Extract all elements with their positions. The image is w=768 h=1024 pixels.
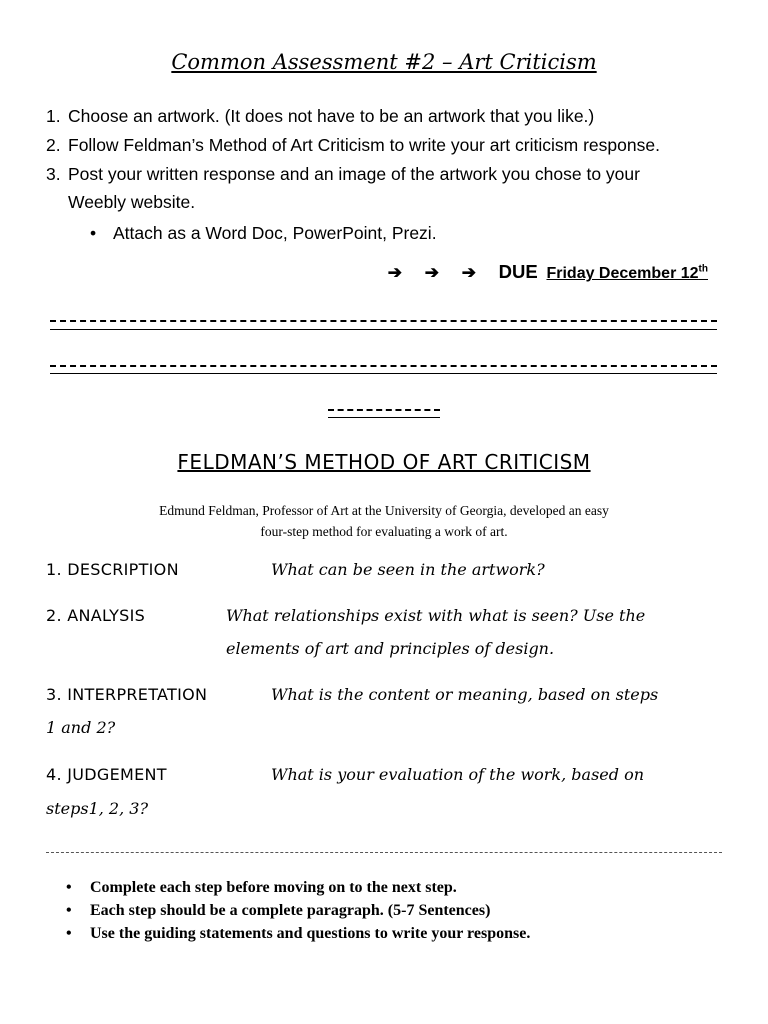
method-desc-description: What can be seen in the artwork? [271, 560, 545, 579]
method-desc-interpretation-line-2: 1 and 2? [46, 718, 116, 737]
instruction-step-3 [46, 163, 640, 185]
arrow-right-icon: ➔ [461, 263, 476, 282]
step-text: Post your written response and an image of the artwork you chose to your [68, 164, 640, 184]
note-item [66, 902, 490, 920]
arrow-right-icon: ➔ [387, 263, 402, 282]
attach-bullet [90, 223, 437, 244]
bullet-icon: • [66, 925, 72, 942]
note-item [66, 925, 530, 943]
step-text: Follow Feldman’s Method of Art Criticism to write your art criticism response. [68, 135, 660, 155]
step-number: 1. [46, 106, 61, 126]
attach-text: Attach as a Word Doc, PowerPoint, Prezi. [113, 223, 437, 243]
method-intro-line-1: Edmund Feldman, Professor of Art at the University of Georgia, developed an easy [159, 503, 609, 518]
method-intro-line-2: four-step method for evaluating a work of art. [260, 524, 508, 539]
bullet-icon: • [90, 223, 97, 243]
bullet-icon: • [66, 902, 72, 919]
method-desc-interpretation-line-1: What is the content or meaning, based on steps [271, 685, 659, 704]
step-text: Choose an artwork. (It does not have to be an artwork that you like.) [68, 106, 595, 126]
method-desc-analysis-line-2: elements of art and principles of design. [226, 639, 555, 658]
bullet-icon: • [66, 879, 72, 896]
method-desc-analysis-line-1: What relationships exist with what is seen? Use the [226, 606, 646, 625]
method-term-description: 1. DESCRIPTION [46, 560, 179, 579]
dashed-divider [50, 365, 717, 367]
divider-underline [50, 373, 717, 374]
step-number: 2. [46, 135, 61, 155]
due-date-row [388, 261, 708, 283]
note-text: Use the guiding statements and questions to write your response. [90, 925, 531, 942]
step-3-continuation: Weebly website. [68, 192, 196, 212]
due-label: DUE [498, 261, 538, 282]
arrow-right-icon: ➔ [424, 263, 439, 282]
method-term-judgement: 4. JUDGEMENT [46, 765, 167, 784]
note-item [66, 879, 457, 897]
method-term-interpretation: 3. INTERPRETATION [46, 685, 208, 704]
method-term-analysis: 2. ANALYSIS [46, 606, 146, 625]
document-title: Common Assessment #2 – Art Criticism [171, 50, 597, 74]
method-desc-judgement-line-2: steps1, 2, 3? [46, 799, 149, 818]
method-title: FELDMAN’S METHOD OF ART CRITICISM [177, 450, 591, 474]
divider-underline [328, 417, 440, 418]
instruction-step-2 [46, 134, 660, 156]
method-desc-judgement-line-1: What is your evaluation of the work, based on [271, 765, 645, 784]
date-suffix: th [698, 263, 708, 275]
due-date: Friday December 12th [546, 263, 708, 282]
step-number: 3. [46, 164, 61, 184]
note-text: Each step should be a complete paragraph. (5-7 Sentences) [90, 902, 491, 919]
divider-underline [50, 329, 717, 330]
note-text: Complete each step before moving on to the next step. [90, 879, 457, 896]
thin-dashed-divider [46, 852, 722, 853]
dashed-divider [50, 320, 717, 322]
dashed-divider-short [328, 409, 440, 411]
instruction-step-1 [46, 105, 594, 127]
